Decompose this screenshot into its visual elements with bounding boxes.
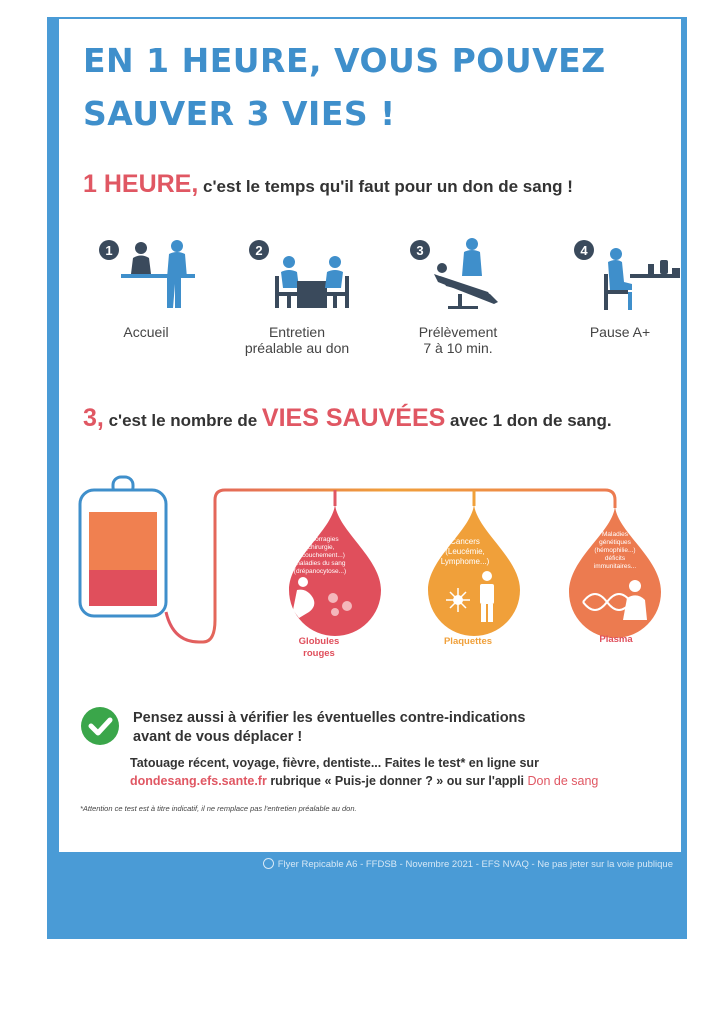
svg-text:1: 1: [105, 243, 113, 258]
svg-text:3: 3: [416, 243, 424, 258]
contraindications-body: Tatouage récent, voyage, fièvre, dentiste... Faites le test* en ligne sur dondesang.efs.sante.fr rubrique « Puis-je donner ? » ou sur l'appli Don de sang: [130, 756, 599, 788]
contraindications-title: Pensez aussi à vérifier les éventuelles contre-indications avant de vous déplacer !: [133, 710, 526, 745]
headline-line-2: SAUVER 3 VIES !: [83, 94, 396, 133]
blood-bag-icon: [80, 477, 166, 616]
step-3-label: Prélèvement 7 à 10 min.: [418, 324, 498, 356]
footer-band: [59, 852, 681, 912]
one-hour-rest: c'est le temps qu'il faut pour un don de sang !: [198, 177, 573, 196]
section-one-title: [83, 170, 643, 199]
step-3: [378, 236, 538, 356]
svg-text:4: 4: [580, 243, 588, 258]
step-4-label: Pause A+: [589, 324, 651, 340]
app-link[interactable]: Don de sang: [527, 774, 599, 788]
platelets-drop: [428, 504, 520, 636]
lives-saved-text: VIES SAUVÉES: [261, 404, 446, 432]
platelets-description: Cancers (Leucémie, Lymphome...): [440, 537, 490, 566]
one-hour-text: 1 HEURE,: [83, 170, 199, 198]
plasma-description: Maladies génétiques (hémophilie...) déficits immunitaires...: [593, 531, 637, 570]
platelets-caption: Plaquettes: [443, 636, 493, 647]
interview-table-icon: [237, 236, 357, 312]
disclaimer-note: *Attention ce test est à titre indicatif, il ne remplace pas l'entretien préalable au don.: [80, 804, 357, 813]
headline-line-1: EN 1 HEURE, VOUS POUVEZ: [83, 41, 606, 80]
footer-text: Flyer Repicable A6 - FFDSB - Novembre 2021 - EFS NVAQ - Ne pas jeter sur la voie publique: [59, 858, 681, 870]
snack-break-icon: [560, 236, 680, 312]
donation-chair-icon: [398, 236, 518, 312]
tube-line: [166, 490, 615, 642]
svg-text:2: 2: [255, 243, 263, 258]
step-4: [540, 236, 700, 340]
step-2-label: Entretien préalable au don: [244, 324, 350, 356]
reception-desk-icon: [91, 236, 201, 312]
section-two-title: 3, c'est le nombre de VIES SAUVÉES avec 1 don de sang.: [83, 404, 612, 432]
plasma-drop: [569, 506, 661, 638]
check-icon: [80, 706, 120, 746]
step-2: [217, 236, 377, 356]
step-1: [66, 236, 226, 340]
plasma-caption: Plasma: [599, 634, 633, 645]
three-text: 3,: [83, 404, 104, 432]
red-cells-description: Hémorragies (chirurgie, accouchement...) maladies du sang (drépanocytose...): [293, 536, 347, 575]
efs-logo-icon: [263, 858, 274, 869]
step-1-label: Accueil: [123, 324, 169, 340]
website-link[interactable]: dondesang.efs.sante.fr: [130, 774, 267, 788]
red-cells-caption: Globules rouges: [298, 636, 340, 659]
headline: [83, 34, 643, 140]
